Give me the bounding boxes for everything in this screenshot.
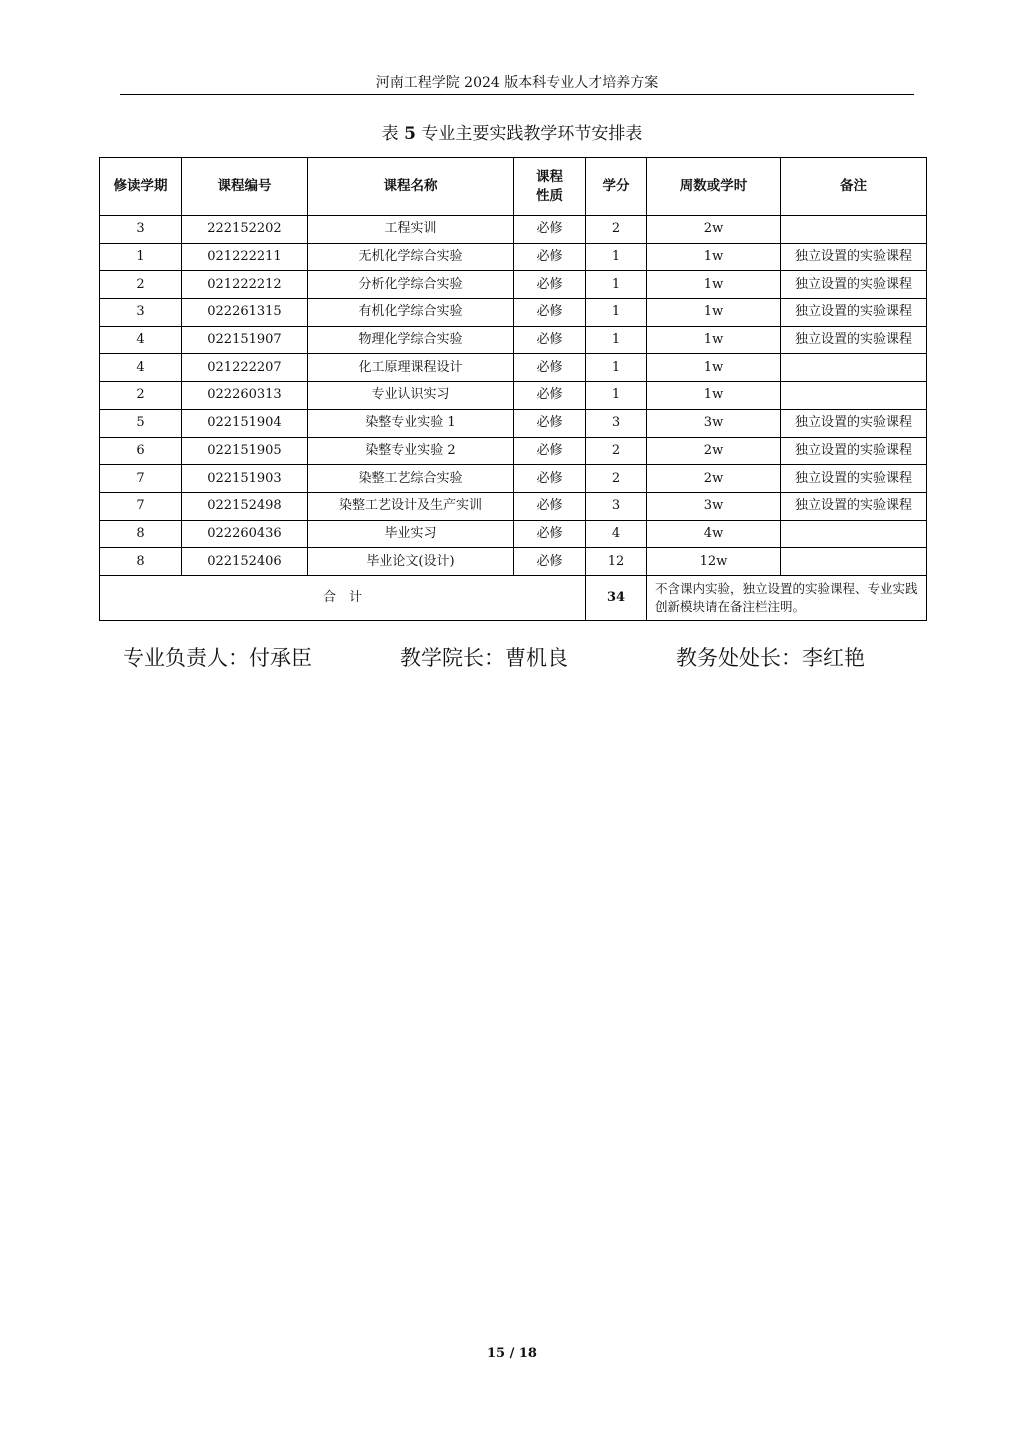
table-row bbox=[100, 409, 927, 437]
column-header: 课程编号 bbox=[182, 158, 308, 216]
table-row bbox=[100, 492, 927, 520]
table-cell: 2 bbox=[100, 271, 182, 299]
table-cell: 3w bbox=[647, 409, 781, 437]
table-row bbox=[100, 437, 927, 465]
table-cell bbox=[781, 216, 927, 244]
total-credits: 34 bbox=[586, 575, 647, 620]
document-header: 河南工程学院 2024 版本科专业人才培养方案 bbox=[120, 72, 914, 95]
table-cell: 6 bbox=[100, 437, 182, 465]
table-cell: 022151905 bbox=[182, 437, 308, 465]
table-cell: 2 bbox=[586, 465, 647, 493]
table-cell: 1w bbox=[647, 271, 781, 299]
table-cell: 1 bbox=[586, 243, 647, 271]
practice-schedule-table bbox=[99, 157, 927, 621]
dean-signature: 教学院长：曹机良 bbox=[400, 646, 568, 670]
table-cell: 5 bbox=[100, 409, 182, 437]
table-cell: 2w bbox=[647, 437, 781, 465]
table-cell: 021222212 bbox=[182, 271, 308, 299]
table-cell: 222152202 bbox=[182, 216, 308, 244]
table-header-row bbox=[100, 158, 927, 216]
table-row bbox=[100, 243, 927, 271]
table-cell: 1w bbox=[647, 382, 781, 410]
table-cell: 2 bbox=[586, 216, 647, 244]
table-cell: 1 bbox=[586, 299, 647, 327]
table-cell: 022261315 bbox=[182, 299, 308, 327]
table-cell: 4 bbox=[100, 354, 182, 382]
table-cell: 化工原理课程设计 bbox=[308, 354, 514, 382]
table-cell: 染整工艺设计及生产实训 bbox=[308, 492, 514, 520]
table-cell: 专业认识实习 bbox=[308, 382, 514, 410]
table-cell: 必修 bbox=[514, 465, 586, 493]
table-row bbox=[100, 299, 927, 327]
table-row bbox=[100, 548, 927, 576]
table-cell: 必修 bbox=[514, 437, 586, 465]
table-cell: 022152498 bbox=[182, 492, 308, 520]
table-cell bbox=[781, 354, 927, 382]
table-cell: 独立设置的实验课程 bbox=[781, 299, 927, 327]
table-cell: 1 bbox=[586, 271, 647, 299]
table-cell: 1 bbox=[586, 354, 647, 382]
table-cell: 7 bbox=[100, 492, 182, 520]
table-cell: 1w bbox=[647, 299, 781, 327]
column-header: 学分 bbox=[586, 158, 647, 216]
table-cell: 8 bbox=[100, 548, 182, 576]
table-cell: 022151907 bbox=[182, 326, 308, 354]
table-body bbox=[100, 216, 927, 621]
column-header: 课程名称 bbox=[308, 158, 514, 216]
table-caption-text: 专业主要实践教学环节安排表 bbox=[421, 124, 643, 144]
table-cell: 2 bbox=[100, 382, 182, 410]
table-cell: 染整专业实验 1 bbox=[308, 409, 514, 437]
table-cell: 2w bbox=[647, 465, 781, 493]
table-cell: 7 bbox=[100, 465, 182, 493]
table-cell: 022152406 bbox=[182, 548, 308, 576]
table-cell: 1 bbox=[586, 382, 647, 410]
total-row bbox=[100, 575, 927, 620]
table-cell: 3 bbox=[586, 409, 647, 437]
total-note: 不含课内实验，独立设置的实验课程、专业实践创新模块请在备注栏注明。 bbox=[647, 575, 927, 620]
table-cell: 021222207 bbox=[182, 354, 308, 382]
table-cell: 独立设置的实验课程 bbox=[781, 465, 927, 493]
table-cell: 工程实训 bbox=[308, 216, 514, 244]
table-cell: 独立设置的实验课程 bbox=[781, 409, 927, 437]
table-cell: 4w bbox=[647, 520, 781, 548]
table-cell bbox=[781, 520, 927, 548]
table-row bbox=[100, 271, 927, 299]
table-cell: 独立设置的实验课程 bbox=[781, 326, 927, 354]
table-cell: 分析化学综合实验 bbox=[308, 271, 514, 299]
column-header: 周数或学时 bbox=[647, 158, 781, 216]
table-cell: 必修 bbox=[514, 243, 586, 271]
table-cell: 毕业实习 bbox=[308, 520, 514, 548]
table-cell bbox=[781, 382, 927, 410]
table-cell: 必修 bbox=[514, 520, 586, 548]
table-cell: 021222211 bbox=[182, 243, 308, 271]
table-cell: 独立设置的实验课程 bbox=[781, 437, 927, 465]
total-label: 合 计 bbox=[100, 575, 586, 620]
table-cell: 022151904 bbox=[182, 409, 308, 437]
table-cell: 物理化学综合实验 bbox=[308, 326, 514, 354]
table-cell: 022260436 bbox=[182, 520, 308, 548]
table-cell: 12w bbox=[647, 548, 781, 576]
table-row bbox=[100, 520, 927, 548]
table-cell: 必修 bbox=[514, 299, 586, 327]
table-cell: 4 bbox=[100, 326, 182, 354]
table-row bbox=[100, 216, 927, 244]
table-cell: 022151903 bbox=[182, 465, 308, 493]
table-cell: 无机化学综合实验 bbox=[308, 243, 514, 271]
column-header: 课程 性质 bbox=[514, 158, 586, 216]
table-cell: 毕业论文(设计) bbox=[308, 548, 514, 576]
table-cell: 1 bbox=[586, 326, 647, 354]
table-cell: 有机化学综合实验 bbox=[308, 299, 514, 327]
column-header: 备注 bbox=[781, 158, 927, 216]
table-row bbox=[100, 354, 927, 382]
table-cell: 必修 bbox=[514, 382, 586, 410]
table-row bbox=[100, 465, 927, 493]
table-cell: 3w bbox=[647, 492, 781, 520]
table-cell: 独立设置的实验课程 bbox=[781, 243, 927, 271]
table-cell: 必修 bbox=[514, 326, 586, 354]
major-head-signature: 专业负责人：付承臣 bbox=[123, 646, 312, 670]
table-cell: 1w bbox=[647, 243, 781, 271]
table-cell: 12 bbox=[586, 548, 647, 576]
table-cell: 必修 bbox=[514, 492, 586, 520]
table-cell bbox=[781, 548, 927, 576]
table-cell: 独立设置的实验课程 bbox=[781, 492, 927, 520]
table-row bbox=[100, 382, 927, 410]
table-cell: 必修 bbox=[514, 216, 586, 244]
table-cell: 1w bbox=[647, 326, 781, 354]
table-cell: 必修 bbox=[514, 548, 586, 576]
table-cell: 染整工艺综合实验 bbox=[308, 465, 514, 493]
table-caption bbox=[0, 122, 1024, 146]
table-cell: 3 bbox=[100, 299, 182, 327]
academic-affairs-signature: 教务处处长：李红艳 bbox=[676, 646, 865, 670]
table-cell: 4 bbox=[586, 520, 647, 548]
table-cell: 必修 bbox=[514, 271, 586, 299]
table-cell: 必修 bbox=[514, 354, 586, 382]
table-cell: 8 bbox=[100, 520, 182, 548]
table-cell: 1 bbox=[100, 243, 182, 271]
table-caption-prefix: 表 bbox=[381, 124, 399, 144]
table-cell: 染整专业实验 2 bbox=[308, 437, 514, 465]
table-cell: 2 bbox=[586, 437, 647, 465]
table-cell: 独立设置的实验课程 bbox=[781, 271, 927, 299]
table-cell: 必修 bbox=[514, 409, 586, 437]
table-cell: 3 bbox=[586, 492, 647, 520]
page-number: 15 / 18 bbox=[487, 1346, 537, 1361]
table-cell: 1w bbox=[647, 354, 781, 382]
table-cell: 022260313 bbox=[182, 382, 308, 410]
table-cell: 3 bbox=[100, 216, 182, 244]
table-cell: 2w bbox=[647, 216, 781, 244]
column-header: 修读学期 bbox=[100, 158, 182, 216]
table-caption-number: 5 bbox=[404, 124, 416, 144]
table-row bbox=[100, 326, 927, 354]
